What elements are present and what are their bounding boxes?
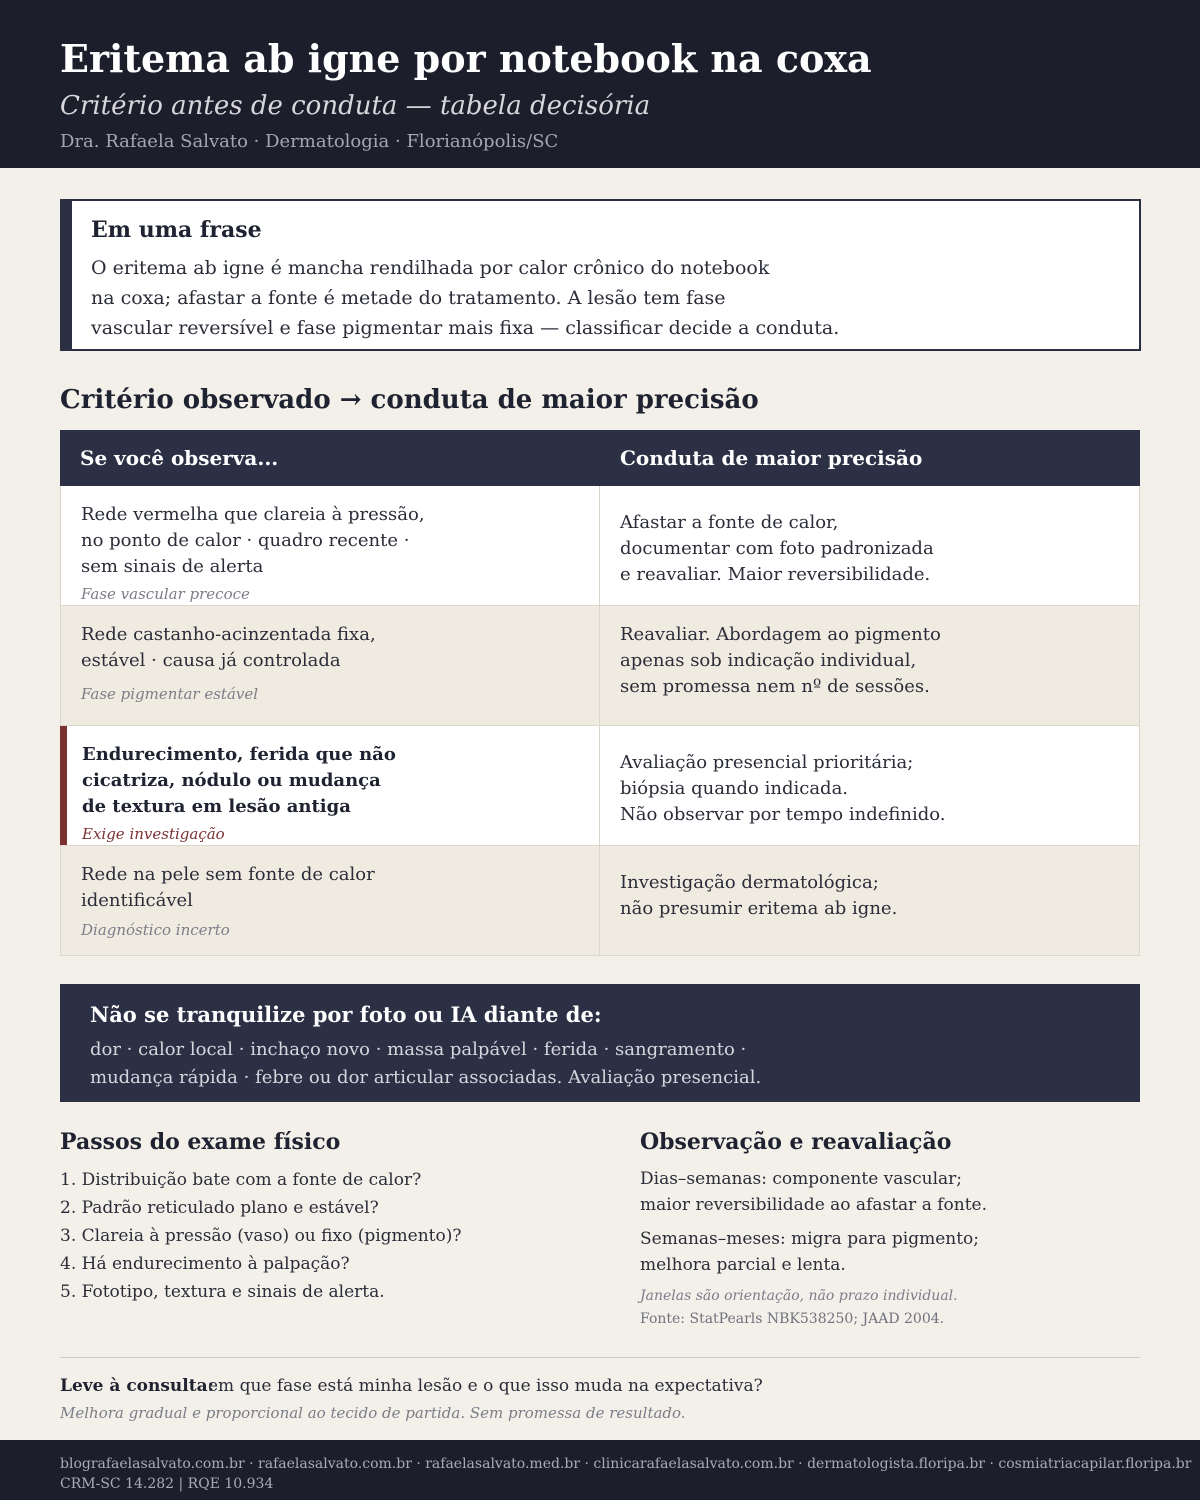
observe-text	[81, 622, 376, 674]
phase-note: Exige investigação	[82, 825, 225, 843]
observe-text	[81, 502, 425, 580]
conduct-line: apenas sob indicação individual,	[620, 650, 917, 671]
conduct-cell	[600, 486, 1140, 605]
observation-line: melhora parcial e lenta.	[640, 1255, 846, 1275]
page-title: Eritema ab igne por notebook na coxa	[60, 36, 872, 81]
conduct-text	[620, 870, 897, 922]
observe-text	[82, 742, 396, 820]
observation-line: Semanas–meses: migra para pigmento;	[640, 1229, 980, 1249]
observation-note: Janelas são orientação, não prazo individual.	[640, 1288, 958, 1304]
conduct-text	[620, 750, 946, 828]
summary-line: O eritema ab igne é mancha rendilhada por calor crônico do notebook	[91, 257, 770, 279]
conduct-line: Afastar a fonte de calor,	[620, 512, 839, 533]
observe-line: Rede castanho-acinzentada fixa,	[81, 624, 376, 645]
table-header-observe: Se você observa...	[80, 446, 279, 470]
observe-cell	[60, 726, 600, 845]
conduct-line: Não observar por tempo indefinido.	[620, 804, 946, 825]
observe-line: identificável	[81, 890, 193, 911]
observe-line: no ponto de calor · quadro recente ·	[81, 530, 410, 551]
list-item: 2. Padrão reticulado plano e estável?	[60, 1198, 379, 1218]
source-citation: Fonte: StatPearls NBK538250; JAAD 2004.	[640, 1311, 945, 1327]
observation-line: Dias–semanas: componente vascular;	[640, 1169, 963, 1189]
table-header	[60, 430, 1140, 486]
observation-section	[640, 1126, 1140, 1330]
divider	[60, 1357, 1140, 1358]
conduct-line: e reavaliar. Maior reversibilidade.	[620, 564, 931, 585]
exam-steps-section	[60, 1126, 600, 1306]
exam-title: Passos do exame físico	[60, 1129, 341, 1155]
conduct-cell	[600, 606, 1140, 725]
table-row	[60, 486, 1140, 606]
conduct-text	[620, 510, 934, 588]
summary-text	[91, 253, 1119, 343]
observe-line: cicatriza, nódulo ou mudança	[82, 770, 381, 791]
warning-line: dor · calor local · inchaço novo · massa palpável · ferida · sangramento ·	[90, 1039, 747, 1060]
list-item: 5. Fototipo, textura e sinais de alerta.	[60, 1282, 385, 1302]
observe-text	[81, 862, 375, 914]
conduct-line: não presumir eritema ab igne.	[620, 898, 898, 919]
observation-title: Observação e reavaliação	[640, 1129, 952, 1155]
summary-line: na coxa; afastar a fonte é metade do tratamento. A lesão tem fase	[91, 287, 726, 309]
observe-cell	[60, 606, 600, 725]
consult-disclaimer: Melhora gradual e proporcional ao tecido de partida. Sem promessa de resultado.	[60, 1404, 686, 1422]
header	[0, 0, 1200, 168]
conduct-line: sem promessa nem nº de sessões.	[620, 676, 930, 697]
observe-line: Endurecimento, ferida que não	[82, 744, 396, 765]
footer-links: blografaelasalvato.com.br · rafaelasalvato.com.br · rafaelasalvato.med.br · clinicarafaelasalvato.com.br · dermatologista.floripa.br · cosmiatriacapilar.floripa.br	[60, 1456, 1192, 1472]
observe-line: Rede na pele sem fonte de calor	[81, 864, 375, 885]
observation-paragraph	[640, 1166, 1140, 1218]
list-item: 1. Distribuição bate com a fonte de calor?	[60, 1170, 422, 1190]
phase-note: Fase vascular precoce	[81, 585, 250, 603]
conduct-line: Investigação dermatológica;	[620, 872, 879, 893]
consult-question: em que fase está minha lesão e o que isso muda na expectativa?	[208, 1376, 763, 1396]
author-line: Dra. Rafaela Salvato · Dermatologia · Florianópolis/SC	[60, 131, 559, 152]
observe-cell	[60, 486, 600, 605]
conduct-cell	[600, 846, 1140, 955]
phase-note: Fase pigmentar estável	[81, 685, 259, 703]
table-header-conduct: Conduta de maior precisão	[620, 446, 923, 470]
observation-line: maior reversibilidade ao afastar a fonte.	[640, 1195, 988, 1215]
observe-line: Rede vermelha que clareia à pressão,	[81, 504, 425, 525]
table-row	[60, 846, 1140, 956]
conduct-text	[620, 622, 941, 700]
list-item: 3. Clareia à pressão (vaso) ou fixo (pigmento)?	[60, 1226, 462, 1246]
observe-cell	[60, 846, 600, 955]
section-title: Critério observado → conduta de maior precisão	[60, 385, 759, 415]
conduct-line: Reavaliar. Abordagem ao pigmento	[620, 624, 941, 645]
list-item: 4. Há endurecimento à palpação?	[60, 1254, 350, 1274]
observe-line: sem sinais de alerta	[81, 556, 264, 577]
observe-line: estável · causa já controlada	[81, 650, 341, 671]
observe-line: de textura em lesão antiga	[82, 796, 351, 817]
footer	[0, 1440, 1200, 1500]
consult-label: Leve à consulta:	[60, 1376, 214, 1396]
conduct-cell	[600, 726, 1140, 845]
summary-box	[60, 199, 1141, 351]
conduct-line: Avaliação presencial prioritária;	[620, 752, 914, 773]
exam-steps-list	[60, 1166, 600, 1306]
warning-box	[60, 984, 1140, 1102]
warning-line: mudança rápida · febre ou dor articular associadas. Avaliação presencial.	[90, 1067, 762, 1088]
warning-text	[90, 1036, 1110, 1092]
footer-crm: CRM-SC 14.282 | RQE 10.934	[60, 1476, 274, 1492]
phase-note: Diagnóstico incerto	[81, 921, 230, 939]
page-subtitle: Critério antes de conduta — tabela decisória	[60, 91, 651, 121]
warning-title: Não se tranquilize por foto ou IA diante de:	[90, 1002, 602, 1027]
table-row	[60, 606, 1140, 726]
summary-title: Em uma frase	[91, 217, 262, 243]
table-row-alert	[60, 726, 1140, 846]
conduct-line: biópsia quando indicada.	[620, 778, 849, 799]
summary-line: vascular reversível e fase pigmentar mais fixa — classificar decide a conduta.	[91, 317, 840, 339]
observation-paragraph	[640, 1226, 1140, 1278]
conduct-line: documentar com foto padronizada	[620, 538, 934, 559]
decision-table	[60, 430, 1140, 956]
